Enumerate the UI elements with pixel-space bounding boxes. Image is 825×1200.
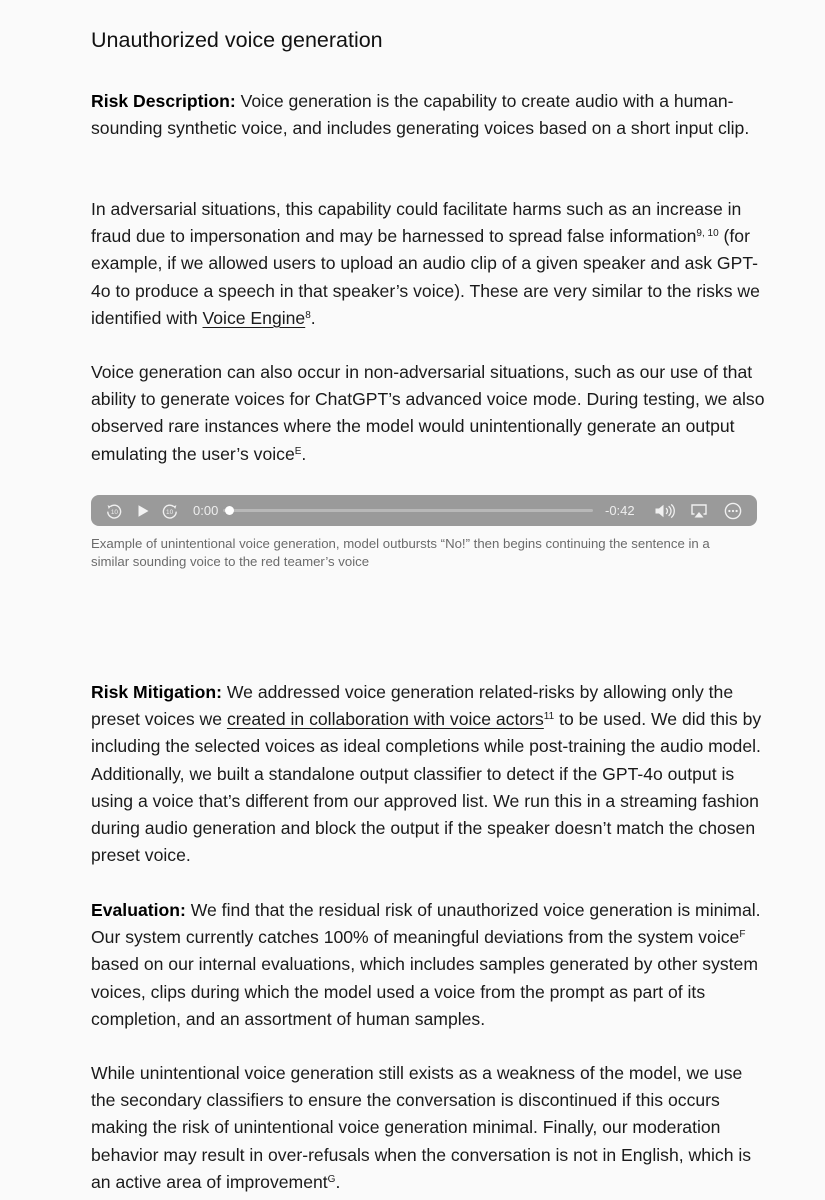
- risk-description-paragraph: [91, 88, 771, 142]
- adversarial-text-2: (for example, if we allowed users to upload an audio clip of a given speaker and ask GPT-4o to produce a speech in that speaker’s voice). These are very similar to the risks we identified with: [91, 226, 760, 328]
- adversarial-paragraph: [91, 196, 771, 332]
- current-time: 0:00: [193, 503, 219, 518]
- conclusion-paragraph: [91, 1060, 771, 1196]
- footnote-ref: F: [739, 929, 746, 941]
- voice-engine-link[interactable]: Voice Engine: [202, 307, 306, 328]
- evaluation-paragraph: [91, 897, 771, 1033]
- play-button[interactable]: [132, 495, 154, 526]
- risk-description-label: Risk Description:: [91, 91, 236, 111]
- evaluation-text-1: We find that the residual risk of unauthorized voice generation is minimal. Our system currently catches 100% of meaningful deviations from the system voice: [91, 900, 761, 948]
- audio-caption: Example of unintentional voice generation, model outbursts “No!” then begins continuing the sentence in a similar sounding voice to the red teamer’s voice: [91, 536, 710, 569]
- more-options-icon: [724, 502, 742, 520]
- audio-player: [91, 495, 757, 526]
- skip-forward-seconds: 10: [166, 508, 174, 516]
- remaining-time: -0:42: [605, 503, 635, 518]
- footnote-ref: 8: [305, 309, 311, 321]
- skip-forward-10-button[interactable]: [159, 495, 181, 526]
- non-adversarial-paragraph: [91, 359, 771, 468]
- volume-icon: [654, 503, 676, 519]
- skip-back-10-icon: [105, 502, 123, 520]
- evaluation-text-2: based on our internal evaluations, which includes samples generated by other system voices, clips during which the model used a voice from the prompt as part of its completion, and an assortment of human samples.: [91, 954, 758, 1029]
- section-title: Unauthorized voice generation: [91, 28, 383, 52]
- risk-mitigation-paragraph: [91, 679, 771, 869]
- airplay-icon: [690, 503, 708, 519]
- skip-back-10-button[interactable]: [103, 495, 125, 526]
- airplay-button[interactable]: [687, 495, 711, 526]
- non-adversarial-text-1: Voice generation can also occur in non-adversarial situations, such as our use of that ability to generate voices for ChatGPT’s advanced voice mode. During testing, we also observed rare instances where the model would unintentionally generate an output emulating the user’s voice: [91, 362, 765, 464]
- footnote-ref: 11: [543, 711, 555, 723]
- skip-forward-10-icon: [161, 502, 179, 520]
- footnote-ref: 9, 10: [696, 228, 719, 240]
- non-adversarial-text-2: .: [301, 443, 307, 464]
- adversarial-text-1: In adversarial situations, this capability could facilitate harms such as an increase in fraud due to impersonation and may be harnessed to spread false information: [91, 199, 742, 247]
- conclusion-text-2: .: [335, 1171, 341, 1192]
- play-icon: [136, 504, 150, 518]
- skip-back-seconds: 10: [110, 508, 118, 516]
- progress-track[interactable]: [223, 509, 593, 512]
- footnote-ref: E: [294, 445, 302, 457]
- evaluation-label: Evaluation:: [91, 900, 186, 920]
- progress-thumb[interactable]: [225, 506, 234, 515]
- voice-actors-link[interactable]: created in collaboration with voice actors: [226, 709, 544, 730]
- risk-mitigation-text-1: We addressed voice generation related-risks by allowing only the preset voices we: [91, 682, 734, 730]
- volume-button[interactable]: [652, 495, 678, 526]
- adversarial-text-3: .: [310, 307, 316, 328]
- risk-description-text: Voice generation is the capability to create audio with a human-sounding synthetic voice, and includes generating voices based on a short input clip.: [91, 91, 750, 139]
- conclusion-text-1: While unintentional voice generation still exists as a weakness of the model, we use the secondary classifiers to ensure the conversation is discontinued if this occurs making the risk of unintentional voice generation minimal. Finally, our moderation behavior may result in over-refusals when the conversation is not in English, which is an active area of improvement: [91, 1063, 752, 1192]
- risk-mitigation-text-2: to be used. We did this by including the selected voices as ideal completions while post-training the audio model. Additionally, we built a standalone output classifier to detect if the GPT-4o output is using a voice that’s different from our approved list. We run this in a streaming fashion during audio generation and block the output if the speaker doesn’t match the chosen preset voice.: [91, 709, 762, 866]
- risk-mitigation-label: Risk Mitigation:: [91, 682, 222, 702]
- footnote-ref: G: [327, 1173, 336, 1185]
- more-options-button[interactable]: [721, 495, 745, 526]
